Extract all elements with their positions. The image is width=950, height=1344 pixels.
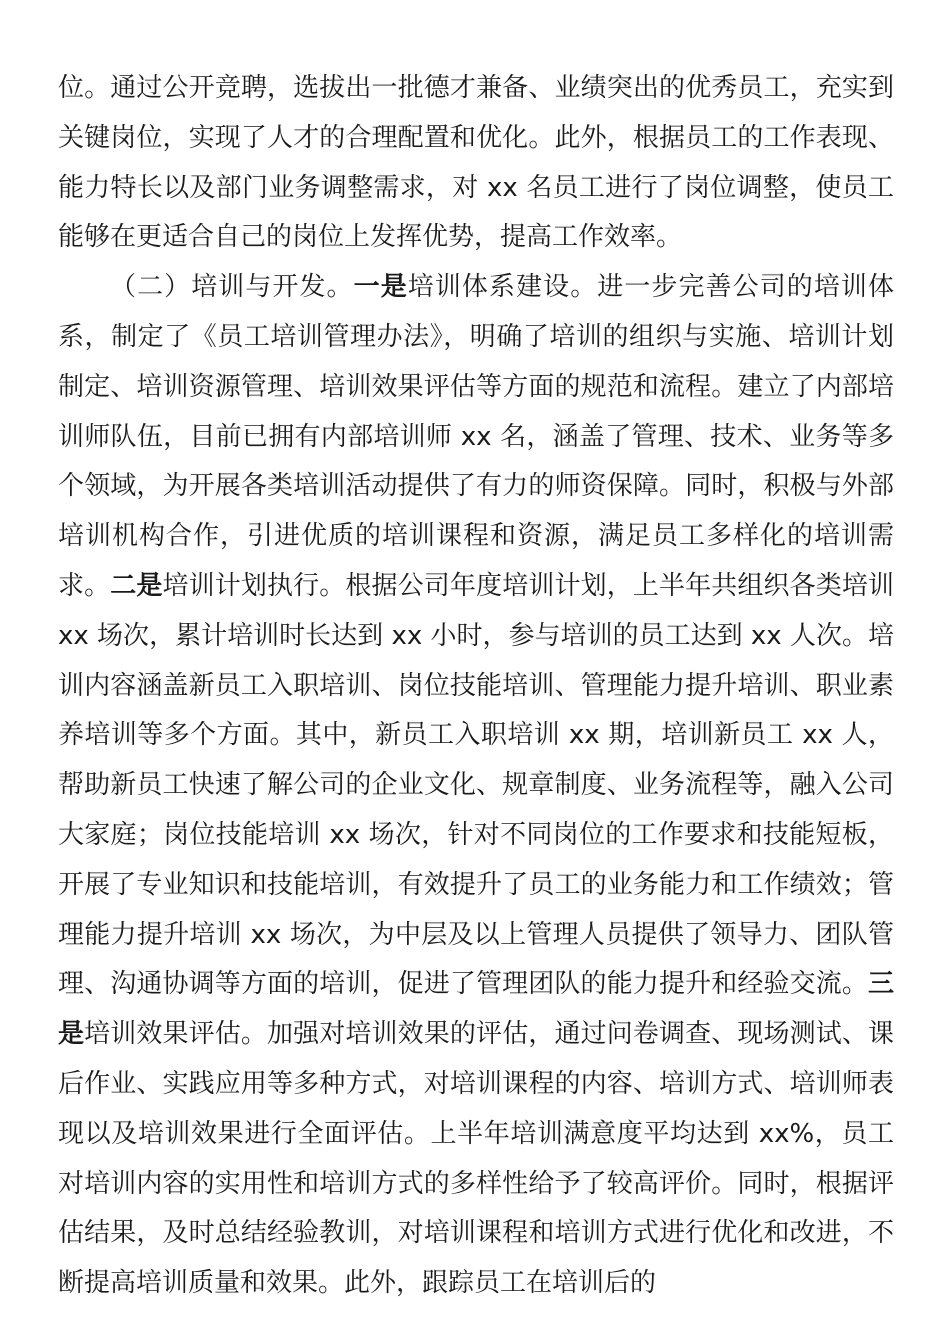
lead-marker-first: 一是 (353, 272, 408, 303)
paragraph-position-adjustment (58, 64, 894, 263)
section-heading: （二）培训与开发。 (110, 272, 354, 303)
paragraph-training-development (58, 263, 894, 1309)
training-system-text: 培训体系建设。进一步完善公司的培训体系，制定了《员工培训管理办法》，明确了培训的组织与实施、培训计划制定、培训资源管理、培训效果评估等方面的规范和流程。建立了内部培训师队伍，目前已拥有内部培训师 xx 名，涵盖了管理、技术、业务等多个领域，为开展各类培训活动提供了有力的师资保障。同时，积极与外部培训机构合作，引进优质的培训课程和资源，满足员工多样化的培训需求。 (58, 272, 894, 601)
document-body (58, 64, 894, 1309)
lead-marker-third: 三是 (58, 969, 894, 1050)
paragraph-text: 位。通过公开竞聘，选拔出一批德才兼备、业绩突出的优秀员工，充实到关键岗位，实现了人才的合理配置和优化。此外，根据员工的工作表现、能力特长以及部门业务调整需求，对 xx 名员工进行了岗位调整，使员工能够在更适合自己的岗位上发挥优势，提高工作效率。 (58, 73, 894, 253)
training-plan-text: 培训计划执行。根据公司年度培训计划，上半年共组织各类培训 xx 场次，累计培训时长达到 xx 小时，参与培训的员工达到 xx 人次。培训内容涵盖新员工入职培训、岗位技能培训、管理能力提升培训、职业素养培训等多个方面。其中，新员工入职培训 xx 期，培训新员工 xx 人，帮助新员工快速了解公司的企业文化、规章制度、业务流程等，融入公司大家庭；岗位技能培训 xx 场次，针对不同岗位的工作要求和技能短板，开展了专业知识和技能培训，有效提升了员工的业务能力和工作绩效；管理能力提升培训 xx 场次，为中层及以上管理人员提供了领导力、团队管理、沟通协调等方面的培训，促进了管理团队的能力提升和经验交流。 (58, 570, 894, 1000)
training-evaluation-text: 培训效果评估。加强对培训效果的评估，通过问卷调查、现场测试、课后作业、实践应用等多种方式，对培训课程的内容、培训方式、培训师表现以及培训效果进行全面评估。上半年培训满意度平均达到 xx%，员工对培训内容的实用性和培训方式的多样性给予了较高评价。同时，根据评估结果，及时总结经验教训，对培训课程和培训方式进行优化和改进，不断提高培训质量和效果。此外，跟踪员工在培训后的 (58, 1019, 894, 1299)
lead-marker-second: 二是 (110, 570, 163, 601)
